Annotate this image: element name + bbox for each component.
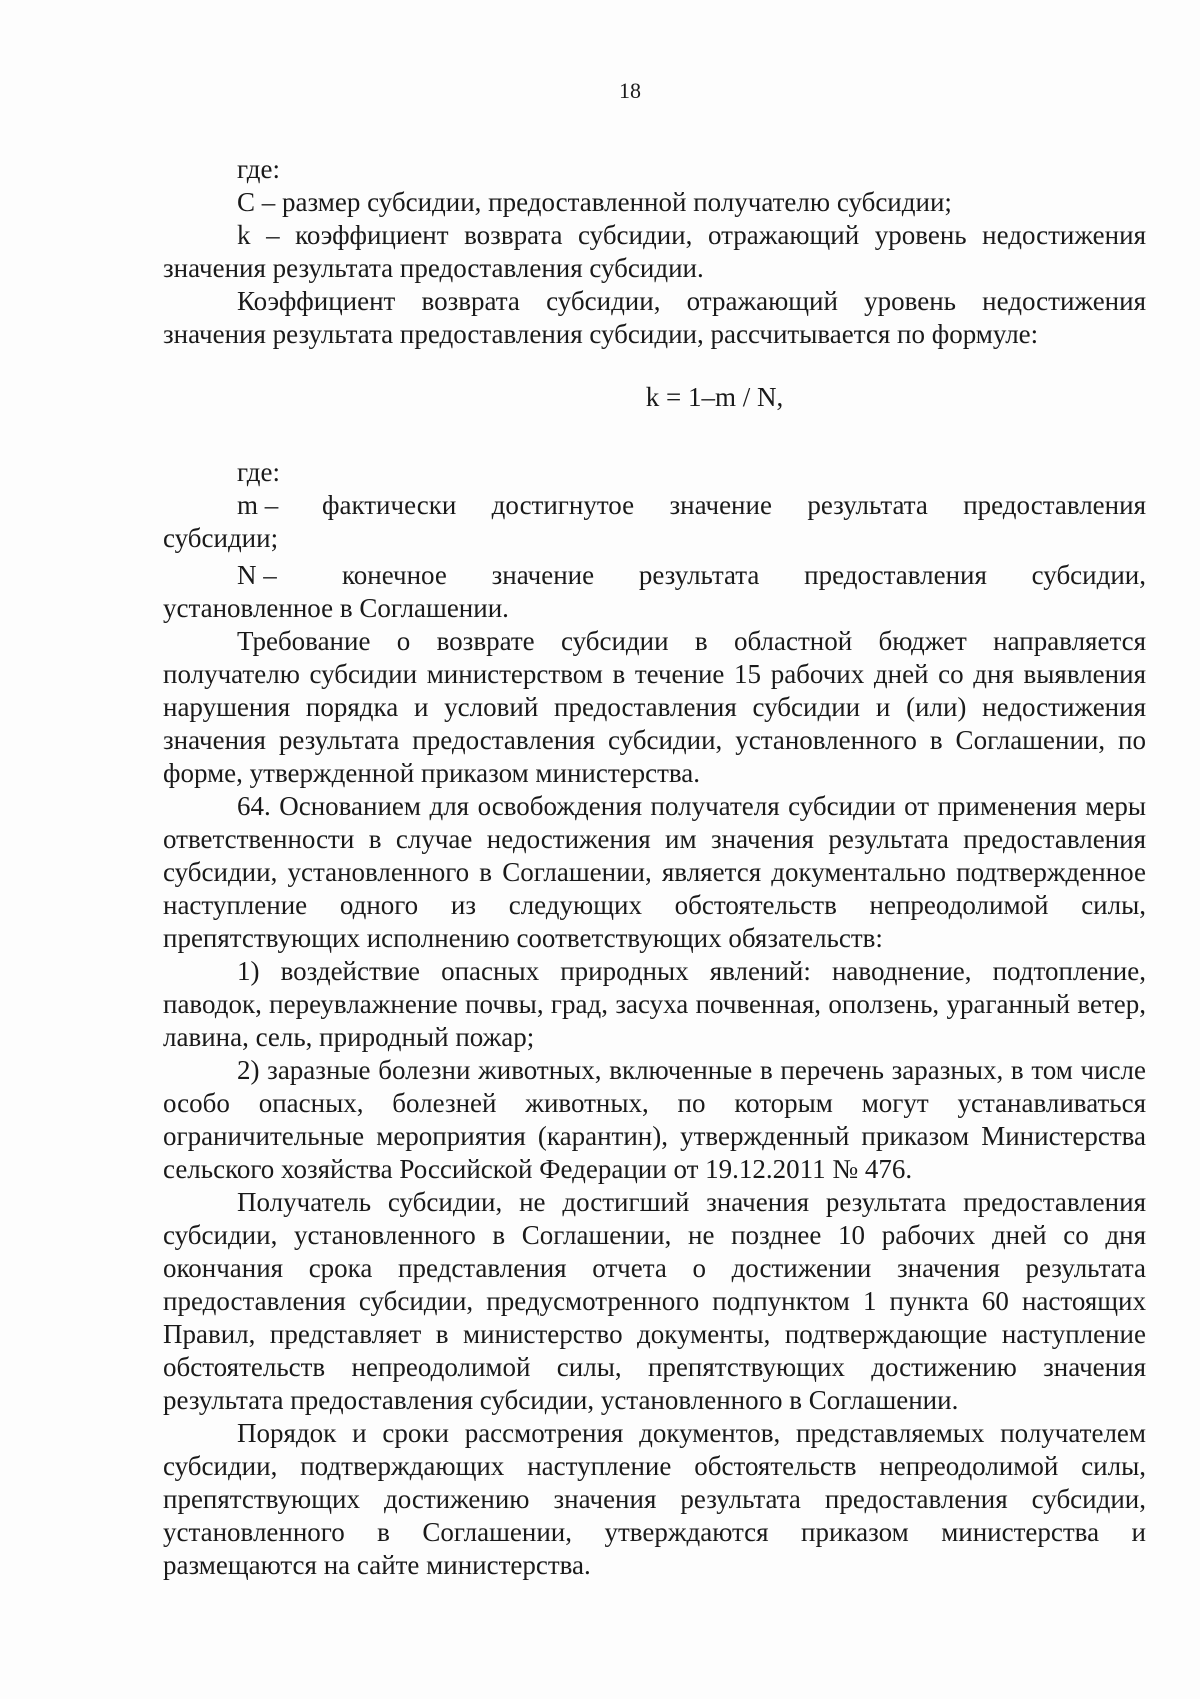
paragraph-requirement: Требование о возврате субсидии в областной бюджет направляется получателю субсидии министерством в течение 15 рабочих дней со дня выявления нарушения порядка и условий предоставления субсидии и (или) недостижения значения результата предоставления субсидии, установленного в Соглашении, по форме, утвержденной приказом министерства. [163, 626, 1146, 788]
list-item-2: 2) заразные болезни животных, включенные в перечень заразных, в том числе особо опасных, болезней животных, по которым могут устанавливаться ограничительные мероприятия (карантин), утвержденный приказом Министерства сельского хозяйства Российской Федерации от 19.12.2011 № 476. [163, 1055, 1146, 1184]
paragraph-procedure: Порядок и сроки рассмотрения документов, представляемых получателем субсидии, подтверждающих наступление обстоятельств непреодолимой силы, препятствующих достижению значения результата предоставления субсидии, установленного в Соглашении, утверждаются приказом министерства и размещаются на сайте министерства. [163, 1418, 1146, 1580]
coefficient-intro: Коэффициент возврата субсидии, отражающий уровень недостижения значения результата предоставления субсидии, рассчитывается по формуле: [163, 286, 1146, 349]
definition-m-continuation: субсидии; [163, 523, 279, 553]
definition-m [163, 489, 1146, 522]
paragraph-recipient: Получатель субсидии, не достигший значения результата предоставления субсидии, установленного в Соглашении, не позднее 10 рабочих дней со дня окончания срока представления отчета о достижении значения результата предоставления субсидии, предусмотренного подпунктом 1 пункта 60 настоящих Правил, представляет в министерство документы, подтверждающие наступление обстоятельств непреодолимой силы, препятствующих достижению значения результата предоставления субсидии, установленного в Соглашении. [163, 1187, 1146, 1415]
definition-n-text: конечное значение результата предоставления субсидии, [342, 560, 1146, 590]
definition-c: С – размер субсидии, предоставленной получателю субсидии; [237, 187, 952, 217]
definition-k: k – коэффициент возврата субсидии, отражающий уровень недостижения значения результата предоставления субсидии. [163, 220, 1146, 283]
where-label: где: [237, 154, 280, 184]
document-body [163, 153, 1146, 1582]
definition-n [163, 559, 1146, 592]
paragraph-item-64: 64. Основанием для освобождения получателя субсидии от применения меры ответственности в случае недостижения им значения результата предоставления субсидии, установленного в Соглашении, является документально подтвержденное наступление одного из следующих обстоятельств непреодолимой силы, препятствующих исполнению соответствующих обязательств: [163, 791, 1146, 953]
definition-m-text: фактически достигнутое значение результата предоставления [322, 490, 1146, 520]
formula: k = 1–m / N, [645, 382, 784, 412]
symbol-n: N – [237, 560, 277, 590]
where-label-2: где: [237, 457, 280, 487]
page-number: 18 [619, 78, 641, 103]
list-item-1: 1) воздействие опасных природных явлений: наводнение, подтопление, паводок, переувлажнение почвы, град, засуха почвенная, оползень, ураганный ветер, лавина, сель, природный пожар; [163, 956, 1146, 1052]
definition-n-continuation: установленное в Соглашении. [163, 593, 509, 623]
symbol-m: m – [237, 490, 279, 520]
